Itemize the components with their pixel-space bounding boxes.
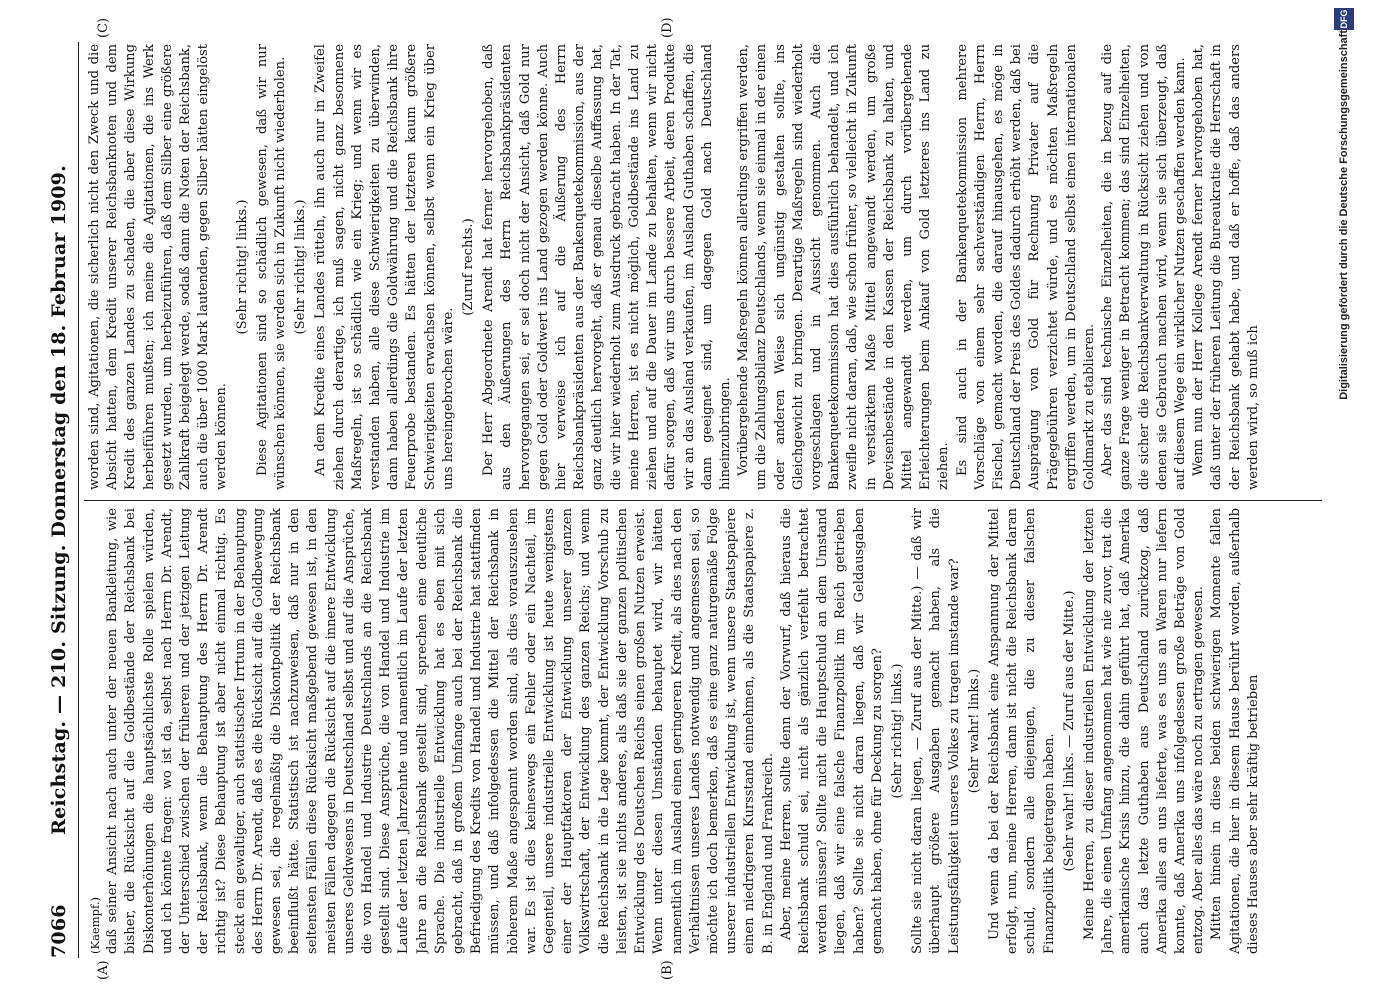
paragraph: Es sind auch in der Bankenquetekommission mehrere Vorschläge von einem sehr sachverständigen Herrn, Herrn Fischel, gemacht worden, die darauf hinausgehen, es möge in Deutschland der Preis des Goldes dadurch erhöht werden, daß bei Ausprägung von Gold für Rechnung Privater auf die Prägegebühren verzichtet würde, und es möchten Maßregeln ergriffen werden, um in Deutschland selbst einen internationalen Goldmarkt zu etablieren. xyxy=(954,44,1097,490)
page-number: 7066 xyxy=(48,904,70,958)
paragraph: Wenn nun der Herr Kollege Arendt ferner hervorgehoben hat, daß unter der früheren Leitung die Bureaukratie die Herrschaft in der Reichsbank gehabt habe, und daß er hoffe, daß das anders werden wird, so muß ich xyxy=(1191,44,1261,490)
paragraph: Meine Herren, zu dieser industriellen Entwicklung der letzten Jahre, die einen Umfang angenommen hat wie nie zuvor, trat die amerikanische Krisis hinzu, die dahin geführt hat, daß Amerika auch das letzte Guthaben aus Deutschland zurückzog, daß Amerika alles an uns lieferte, was es uns an Waren nur liefern konnte, daß Amerika uns infolgedessen große Beträge von Gold entzog. Aber alles das wäre noch zu ertragen gewesen. xyxy=(1081,508,1207,954)
left-column xyxy=(86,508,1318,954)
dfg-logo: DFG xyxy=(1334,8,1354,30)
paragraph: Aber das sind technische Einzelheiten, die in bezug auf die ganze Frage weniger in Betracht kommen; das sind Einzelheiten, die sicher die Reichsbankverwaltung in Rücksicht ziehen und von denen sie Gebrauch machen wird, wenn sie sich überzeugt, daß auf diesem Wege ein wirklicher Nutzen geschaffen werden kann. xyxy=(1100,44,1188,490)
interjection: (Sehr richtig! links.) xyxy=(234,199,250,335)
interjection: (Zuruf rechts.) xyxy=(461,218,477,316)
page-header xyxy=(48,42,74,958)
column-divider xyxy=(84,500,1322,501)
paragraph: Und wenn da bei der Reichsbank eine Anspannung der Mittel erfolgt, nun, meine Herren, dann ist nicht die Reichsbank daran schuld, sondern alle diejenigen, die zu dieser falschen Finanzpolitik beigetragen haben. xyxy=(986,508,1057,954)
page-footer xyxy=(1330,0,1370,1000)
page-title: Reichstag. — 210. Sitzung. Donnerstag den 18. Februar 1909. xyxy=(48,165,70,835)
margin-marker-d: (D) xyxy=(660,17,675,38)
header-rule xyxy=(78,42,79,958)
paragraph: Vorübergehende Maßregeln können allerdings ergriffen werden, um die Zahlungsbilanz Deutschlands, wenn sie einmal in der einen oder anderen Weise sich ungünstig gestalten sollte, ins Gleichgewicht zu bringen. Derartige Maßregeln sind wiederholt vorgeschlagen und in Aussicht genommen. Auch die Bankenquetekommission hat dies ausführlich behandelt, und ich zweifle nicht daran, daß, wie schon früher, so vielleicht in Zukunft in verstärktem Maße Mittel angewandt werden, um große Devisenbestände in den Kassen der Reichsbank zu halten, und Mittel angewandt werden, um durch vorübergehende Erleichterungen beim Ankauf von Gold letzteres ins Land zu ziehen. xyxy=(736,44,952,490)
paragraph: Aber, meine Herren, sollte denn der Vorwurf, daß hieraus die Reichsbank schuld sei, nicht als gänzlich verfehlt betrachtet werden müssen? Sollte nicht die Hauptschuld an dem Umstand liegen, daß wir eine falsche Finanzpolitik im Reich getrieben haben? Sollte sie nicht daran liegen, daß wir Geldausgaben gemacht haben, ohne für Deckung zu sorgen? xyxy=(778,508,885,954)
interjection: (Sehr wahr! links.) xyxy=(966,668,982,794)
margin-marker-a: (A) xyxy=(96,960,111,980)
digitization-credit: Digitalisierung gefördert durch die Deutsche Forschungsgemeinschaft xyxy=(1338,30,1350,400)
interjection: (Sehr richtig! links.) xyxy=(889,663,905,799)
speaker-tag: (Kaempf.) xyxy=(88,897,102,954)
interjection: (Sehr richtig! links.) xyxy=(293,199,309,335)
margin-marker-c: (C) xyxy=(96,17,111,38)
paragraph: Der Herr Abgeordnete Arendt hat ferner hervorgehoben, daß aus den Äußerungen des Herrn Reichsbankpräsidenten hervorgegangen sei, er sei doch nicht der Ansicht, daß Gold nur gegen Gold oder Goldwert ins Land gezogen werden könne. Auch hier verweise ich auf die Äußerung des Herrn Reichsbankpräsidenten aus der Bankenquetekommission, aus der ganz deutlich hervorgeht, daß er genau dieselbe Auffassung hat, die wir hier wiederholt zum Ausdruck gebracht haben. In der Tat, meine Herren, ist es nicht möglich, Goldbestände ins Land zu ziehen und auf die Dauer im Lande zu behalten, wenn wir nicht dafür sorgen, daß wir uns durch bessere Arbeit, deren Produkte wir an das Ausland verkaufen, im Ausland Guthaben schaffen, die dann geeignet sind, um dagegen Gold nach Deutschland hineinzubringen. xyxy=(481,44,733,490)
paragraph: Sollte sie nicht daran liegen, — Zuruf aus der Mitte.) — daß wir überhaupt größere Ausgaben gemacht haben, als die Leistungsfähigkeit unseres Volkes zu tragen imstande war? xyxy=(910,508,962,954)
paragraph: An dem Kredite eines Landes rütteln, ihn auch nur in Zweifel ziehen durch derartige, ich muß sagen, nicht ganz besonnene Maßregeln, ist so schädlich wie ein Krieg; und wenn wir es verstanden haben, alle diese Schwierigkeiten zu überwinden, dann haben allerdings die Goldwährung und die Reichsbank ihre Feuerprobe bestanden. Es hätten der letzteren kaum größere Schwierigkeiten erwachsen können, selbst wenn ein Krieg über uns hereingebrochen wäre. xyxy=(313,44,456,490)
right-column xyxy=(86,44,1318,490)
interjection: (Sehr wahr! links. — Zuruf aus der Mitte.) xyxy=(1061,590,1077,872)
paragraph: worden sind, Agitationen, die sicherlich nicht den Zweck und die Absicht hatten, dem Kredit unserer Reichsbanknoten und dem Kredit des ganzen Landes zu schaden, die aber diese Wirkung herbeiführen mußten; ich meine die Agitationen, die ins Werk gesetzt wurden, um herbeizuführen, daß dem Silber eine größere Zahlkraft beigelegt werde, sodaß dann die Noten der Reichsbank, auch die über 1000 Mark lautenden, gegen Silber hätten eingelöst werden können. xyxy=(87,44,230,490)
margin-marker-b: (B) xyxy=(660,960,675,980)
paragraph: Mitten hinein in diese beiden schwierigen Momente fallen Agitationen, die hier in diesem Hause berührt worden, außerhalb dieses Hauses aber sehr kräftig betrieben xyxy=(1209,508,1261,954)
paragraph: Diese Agitationen sind so schädlich gewesen, daß wir nur wünschen können, sie werden sich in Zukunft nicht wiederholen. xyxy=(254,44,289,490)
paragraph: daß seiner Ansicht nach auch unter der neuen Bankleitung, wie bisher, die Rücksicht auf die Goldbestände der Reichsbank bei Diskonterhöhungen die hauptsächlichste Rolle spielen würden, und ich könnte fragen: wo ist da, selbst nach Herrn Dr. Arendt, der Unterschied zwischen der früheren und der jetzigen Leitung der Reichsbank, wenn die Behauptung des Herrn Dr. Arendt richtig ist? Diese Behauptung ist aber nicht einmal richtig. Es steckt ein gewaltiger, auch statistischer Irrtum in der Behauptung des Herrn Dr. Arendt, daß es die Rücksicht auf die Goldbewegung gewesen sei, die regelmäßig die Diskontpolitik der Reichsbank beeinflußt hätte. Statistisch ist nachzuweisen, daß nur in den seltensten Fällen diese Rücksicht maßgebend gewesen ist, in den meisten Fällen dagegen die Rücksicht auf die innere Entwicklung unseres Geldwesens in Deutschland selbst und auf die Ansprüche, die von Handel und Industrie Deutschlands an die Reichsbank gestellt sind. Diese Ansprüche, die von Handel und Industrie im Laufe der letzten Jahrzehnte und namentlich im Laufe der letzten Jahre an die Reichsbank gestellt sind, sprechen eine deutliche Sprache. Die industrielle Entwicklung hat es eben mit sich gebracht, daß in großem Umfange auch bei der Reichsbank die Befriedigung des Kredits von Handel und Industrie hat stattfinden müssen, und daß infolgedessen die Mittel der Reichsbank in höherem Maße angespannt worden sind, als dies vorauszusehen war. Es ist dies keineswegs ein Fehler oder ein Nachteil, im Gegenteil, unsere industrielle Entwicklung ist heute wenigstens einer der Hauptfaktoren der Entwicklung unserer ganzen Volkswirtschaft, der Entwicklung des ganzen Reichs; und wenn die Reichsbank in die Lage kommt, der Entwicklung Vorschub zu leisten, ist sie nichts anderes, als daß sie der ganzen politischen Entwicklung des Deutschen Reichs einen großen Nutzen erweist. Wenn unter diesen Umständen behauptet wird, wir hätten namentlich im Ausland einen geringeren Kredit, als dies nach den Verhältnissen unseres Landes notwendig und angemessen sei, so möchte ich doch bemerken, daß es eine ganz naturgemäße Folge unserer industriellen Entwicklung ist, wenn unsere Staatspapiere einen niedrigeren Kursstand einnehmen, als die Staatspapiere z. B. in England und Frankreich. xyxy=(105,508,776,954)
